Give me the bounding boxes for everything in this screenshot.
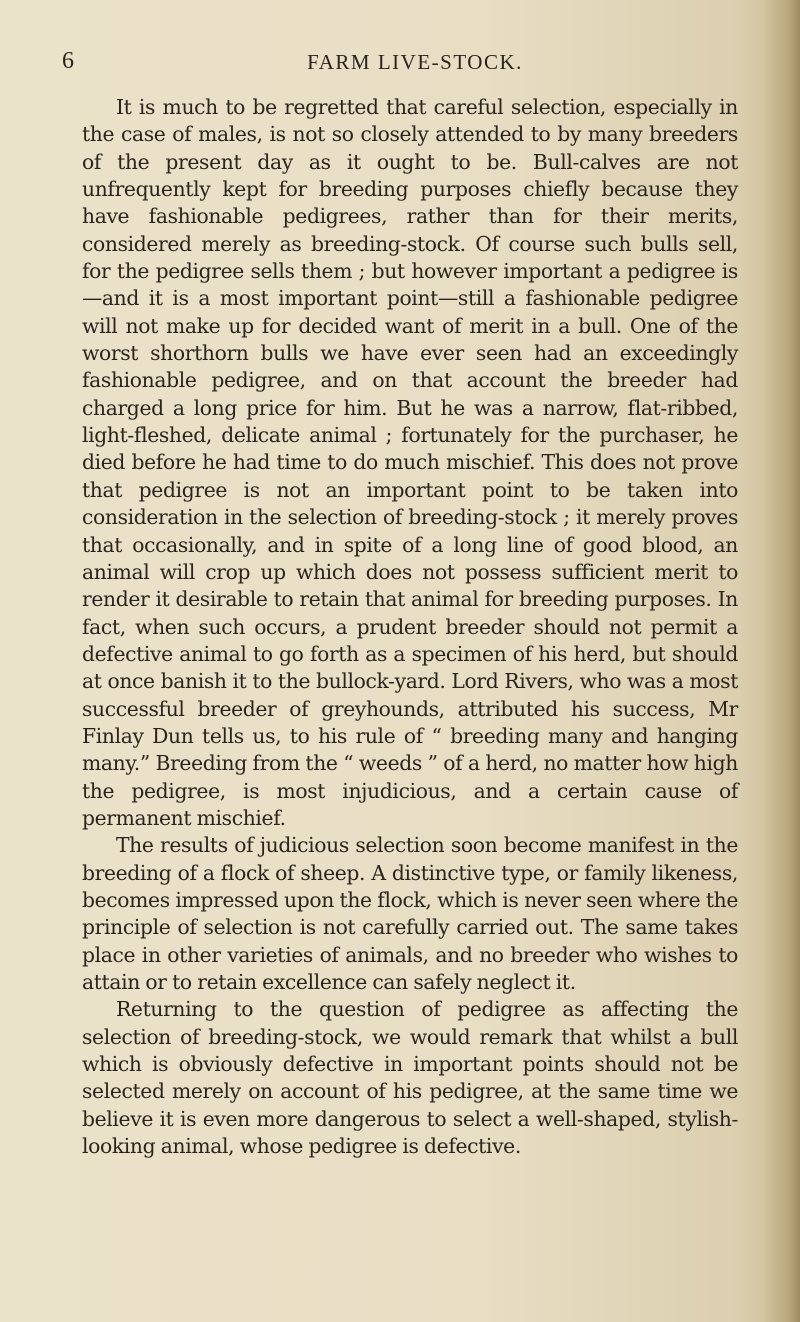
page-header (62, 48, 742, 88)
paragraph: Returning to the question of pedigree as affecting the selection of breeding-stock, we would remark that whilst a bull which is obviously defective in important points should not be selected merely on account of his pedigree, at the same time we believe it is even more dangerous to select a well-shaped, stylish-looking animal, whose pedigree is defective. (82, 997, 738, 1159)
running-head: FARM LIVE-STOCK. (307, 50, 523, 74)
body-text (82, 94, 738, 1160)
page-edge-shadow (762, 0, 800, 1322)
paragraph: The results of judicious selection soon become manifest in the breeding of a flock of sheep. A distinctive type, or family likeness, becomes impressed upon the flock, which is never seen where the principle of selection is not carefully carried out. The same takes place in other varieties of animals, and no breeder who wishes to attain or to retain excellence can safely neglect it. (82, 833, 738, 994)
page-number: 6 (62, 48, 74, 74)
paragraph: It is much to be regretted that careful selection, especially in the case of males, is not so closely attended to by many breeders of the present day as it ought to be. Bull-calves are not unfrequently kept for breeding purposes chiefly because they have fashionable pedigrees, rather than for their merits, considered merely as breeding-stock. Of course such bulls sell, for the pedigree sells them ; but however important a pedigree is—and it is a most important point—still a fashionable pedigree will not make up for decided want of merit in a bull. One of the worst shorthorn bulls we have ever seen had an exceedingly fashionable pedigree, and on that account the breeder had charged a long price for him. But he was a narrow, flat-ribbed, light-fleshed, delicate animal ; fortunately for the purchaser, he died before he had time to do much mischief. This does not prove that pedigree is not an important point to be taken into consideration in the selection of breeding-stock ; it merely proves that occasionally, and in spite of a long line of good blood, an animal will crop up which does not possess sufficient merit to render it desirable to retain that animal for breeding purposes. In fact, when such occurs, a prudent breeder should not permit a defective animal to go forth as a specimen of his herd, but should at once banish it to the bullock-yard. Lord Rivers, who was a most successful breeder of greyhounds, attributed his success, Mr Finlay Dun tells us, to his rule of “ breeding many and hanging many.” Breeding from the “ weeds ” of a herd, no matter how high the pedigree, is most injudicious, and a certain cause of permanent mischief. (82, 95, 738, 830)
